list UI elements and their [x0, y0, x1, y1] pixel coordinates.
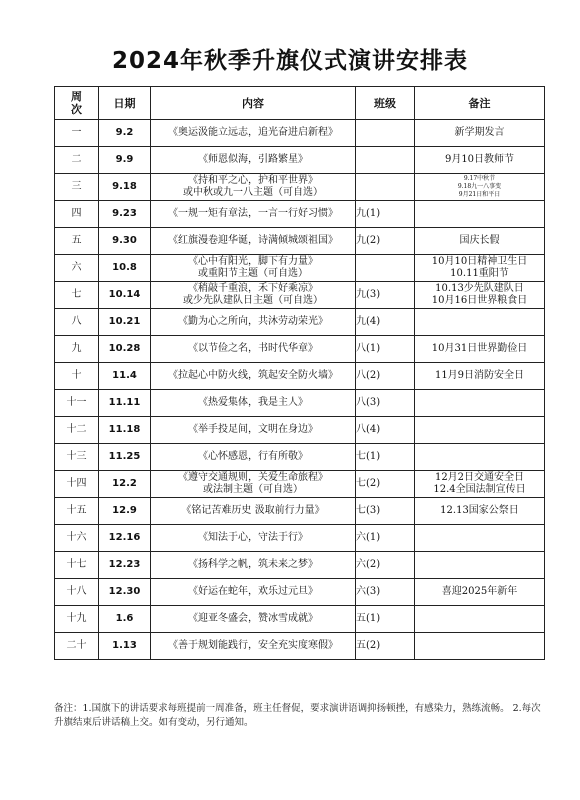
remark-cell — [415, 174, 545, 201]
week-cell: 八 — [55, 309, 99, 336]
class-cell: 六(2) — [356, 552, 415, 579]
table-row — [55, 390, 545, 417]
content-cell — [151, 201, 356, 228]
table-row — [55, 417, 545, 444]
content-cell — [151, 390, 356, 417]
remark-line: 9月21日和平日 — [458, 191, 501, 198]
page-title: 2024年秋季升旗仪式演讲安排表 — [111, 48, 468, 74]
date-cell: 12.16 — [99, 525, 151, 552]
remark-cell — [415, 606, 545, 633]
table-row — [55, 147, 545, 174]
date-cell: 10.21 — [99, 309, 151, 336]
content-cell — [151, 282, 356, 309]
content-line: 或重阳节主题（可自选） — [198, 268, 308, 279]
remark-cell — [415, 498, 545, 525]
class-cell: 九(1) — [356, 201, 415, 228]
week-cell: 二十 — [55, 633, 99, 660]
table-row — [55, 444, 545, 471]
content-cell — [151, 498, 356, 525]
content-line: 《迎亚冬盛会，赞冰雪成就》 — [188, 613, 318, 624]
date-cell: 12.23 — [99, 552, 151, 579]
schedule-table — [54, 86, 545, 660]
content-cell — [151, 552, 356, 579]
week-cell: 五 — [55, 228, 99, 255]
week-cell: 十 — [55, 363, 99, 390]
table-row — [55, 525, 545, 552]
remark-cell — [415, 471, 545, 498]
remark-line: 10月31日世界勤俭日 — [431, 343, 528, 354]
content-cell — [151, 228, 356, 255]
table-body — [55, 120, 545, 660]
content-line: 《一规一矩有章法，一言一行好习惯》 — [168, 208, 338, 219]
week-cell: 六 — [55, 255, 99, 282]
content-line: 《善于规划能践行，安全充实度寒假》 — [168, 640, 338, 651]
content-cell — [151, 147, 356, 174]
date-cell: 1.13 — [99, 633, 151, 660]
content-line: 《铭记苦难历史 汲取前行力量》 — [181, 505, 325, 516]
remark-cell — [415, 120, 545, 147]
date-cell: 9.30 — [99, 228, 151, 255]
date-cell: 9.2 — [99, 120, 151, 147]
table-row — [55, 309, 545, 336]
remark-cell — [415, 552, 545, 579]
remark-cell — [415, 147, 545, 174]
table-row — [55, 498, 545, 525]
week-cell: 四 — [55, 201, 99, 228]
content-line: 《好运在蛇年，欢乐过元旦》 — [188, 586, 318, 597]
content-cell — [151, 120, 356, 147]
week-cell: 十六 — [55, 525, 99, 552]
remark-line: 10月16日世界粮食日 — [431, 295, 528, 306]
remark-cell — [415, 282, 545, 309]
content-line: 或中秋或九一八主题（可自选） — [183, 187, 323, 198]
content-cell — [151, 336, 356, 363]
header-class: 班级 — [356, 87, 415, 120]
remark-cell — [415, 201, 545, 228]
content-cell — [151, 363, 356, 390]
content-cell — [151, 309, 356, 336]
date-cell: 12.2 — [99, 471, 151, 498]
content-line: 《心中有阳光，脚下有力量》 — [188, 256, 318, 267]
remark-line: 9.17中秋节 — [463, 175, 496, 182]
remark-cell — [415, 255, 545, 282]
content-cell — [151, 417, 356, 444]
table-row — [55, 282, 545, 309]
class-cell: 八(2) — [356, 363, 415, 390]
date-cell: 9.23 — [99, 201, 151, 228]
remark-cell — [415, 444, 545, 471]
header-week: 周次 — [55, 87, 99, 120]
class-cell: 五(1) — [356, 606, 415, 633]
date-cell: 11.11 — [99, 390, 151, 417]
class-cell — [356, 120, 415, 147]
remark-cell — [415, 579, 545, 606]
table-row — [55, 255, 545, 282]
remark-line: 10.13少先队建队日 — [435, 283, 524, 294]
remark-line: 11月9日消防安全日 — [434, 370, 525, 381]
remark-line: 9.18九一八事变 — [457, 183, 502, 190]
class-cell: 七(3) — [356, 498, 415, 525]
remark-line: 10月10日精神卫生日 — [431, 256, 528, 267]
week-cell: 十八 — [55, 579, 99, 606]
week-cell: 一 — [55, 120, 99, 147]
content-line: 《师恩似海，引路繁星》 — [198, 154, 308, 165]
remark-line: 12月2日交通安全日 — [434, 472, 525, 483]
table-row — [55, 606, 545, 633]
content-line: 《奥运汲能立远志，追光奋进启新程》 — [168, 127, 338, 138]
remark-cell — [415, 309, 545, 336]
content-cell — [151, 255, 356, 282]
content-line: 《热爱集体，我是主人》 — [198, 397, 308, 408]
content-cell — [151, 579, 356, 606]
week-cell: 十一 — [55, 390, 99, 417]
date-cell: 9.18 — [99, 174, 151, 201]
week-cell: 十三 — [55, 444, 99, 471]
remark-line: 新学期发言 — [454, 127, 505, 138]
remark-cell — [415, 525, 545, 552]
week-cell: 十四 — [55, 471, 99, 498]
week-cell: 十二 — [55, 417, 99, 444]
content-cell — [151, 444, 356, 471]
class-cell: 六(3) — [356, 579, 415, 606]
class-cell: 九(4) — [356, 309, 415, 336]
remark-line: 喜迎2025年新年 — [441, 586, 518, 597]
content-line: 或少先队建队日主题（可自选） — [183, 295, 323, 306]
table-row — [55, 201, 545, 228]
table-row — [55, 120, 545, 147]
remark-cell — [415, 633, 545, 660]
header-remark: 备注 — [415, 87, 545, 120]
date-cell: 11.25 — [99, 444, 151, 471]
footnote: 备注：1.国旗下的讲话要求每班提前一周准备，班主任督促，要求演讲语调抑扬顿挫，有感染力，熟练流畅。 2.每次升旗结束后讲话稿上交。如有变动，另行通知。 — [54, 703, 541, 728]
date-cell: 12.9 — [99, 498, 151, 525]
remark-cell — [415, 228, 545, 255]
date-cell: 10.8 — [99, 255, 151, 282]
table-row — [55, 633, 545, 660]
content-cell — [151, 174, 356, 201]
remark-line: 12.13国家公祭日 — [440, 505, 519, 516]
remark-line: 10.11重阳节 — [450, 268, 509, 279]
remark-cell — [415, 336, 545, 363]
table-row — [55, 363, 545, 390]
class-cell — [356, 174, 415, 201]
week-cell: 九 — [55, 336, 99, 363]
week-cell: 十七 — [55, 552, 99, 579]
remark-cell — [415, 363, 545, 390]
week-cell: 二 — [55, 147, 99, 174]
content-line: 《持和平之心，护和平世界》 — [188, 175, 318, 186]
class-cell — [356, 255, 415, 282]
table-row — [55, 228, 545, 255]
week-cell: 七 — [55, 282, 99, 309]
week-cell: 十九 — [55, 606, 99, 633]
content-line: 《以节俭之名，书时代华章》 — [188, 343, 318, 354]
date-cell: 1.6 — [99, 606, 151, 633]
content-line: 《红旗漫卷迎华诞，诗满倾城颂祖国》 — [168, 235, 338, 246]
header-date: 日期 — [99, 87, 151, 120]
content-cell — [151, 606, 356, 633]
date-cell: 12.30 — [99, 579, 151, 606]
week-cell: 三 — [55, 174, 99, 201]
content-line: 《遵守交通规则，关爱生命旅程》 — [178, 472, 328, 483]
content-line: 或法制主题（可自选） — [203, 484, 303, 495]
content-cell — [151, 633, 356, 660]
class-cell: 八(4) — [356, 417, 415, 444]
class-cell: 九(3) — [356, 282, 415, 309]
remark-line: 国庆长假 — [459, 235, 500, 246]
content-line: 《扬科学之帆，筑未来之梦》 — [188, 559, 318, 570]
table-row — [55, 174, 545, 201]
content-line: 《知法于心，守法于行》 — [198, 532, 308, 543]
content-line: 《稍敲千重浪，禾下好乘凉》 — [188, 283, 318, 294]
class-cell: 九(2) — [356, 228, 415, 255]
class-cell: 八(1) — [356, 336, 415, 363]
remark-line: 12.4全国法制宣传日 — [433, 484, 526, 495]
remark-cell — [415, 390, 545, 417]
class-cell — [356, 147, 415, 174]
remark-line: 9月10日教师节 — [444, 154, 515, 165]
header-content: 内容 — [151, 87, 356, 120]
date-cell: 11.18 — [99, 417, 151, 444]
date-cell: 10.14 — [99, 282, 151, 309]
date-cell: 9.9 — [99, 147, 151, 174]
content-line: 《举手投足间，文明在身边》 — [188, 424, 318, 435]
class-cell: 八(3) — [356, 390, 415, 417]
table-row — [55, 579, 545, 606]
table-row — [55, 471, 545, 498]
remark-cell — [415, 417, 545, 444]
week-cell: 十五 — [55, 498, 99, 525]
date-cell: 11.4 — [99, 363, 151, 390]
content-cell — [151, 471, 356, 498]
class-cell: 七(2) — [356, 471, 415, 498]
content-cell — [151, 525, 356, 552]
class-cell: 六(1) — [356, 525, 415, 552]
content-line: 《心怀感恩，行有所敬》 — [198, 451, 308, 462]
content-line: 《勤为心之所向，共沐劳动荣光》 — [178, 316, 328, 327]
class-cell: 五(2) — [356, 633, 415, 660]
table-header-row — [55, 87, 545, 120]
content-line: 《拉起心中防火线，筑起安全防火墙》 — [168, 370, 338, 381]
table-row — [55, 552, 545, 579]
table-row — [55, 336, 545, 363]
date-cell: 10.28 — [99, 336, 151, 363]
class-cell: 七(1) — [356, 444, 415, 471]
